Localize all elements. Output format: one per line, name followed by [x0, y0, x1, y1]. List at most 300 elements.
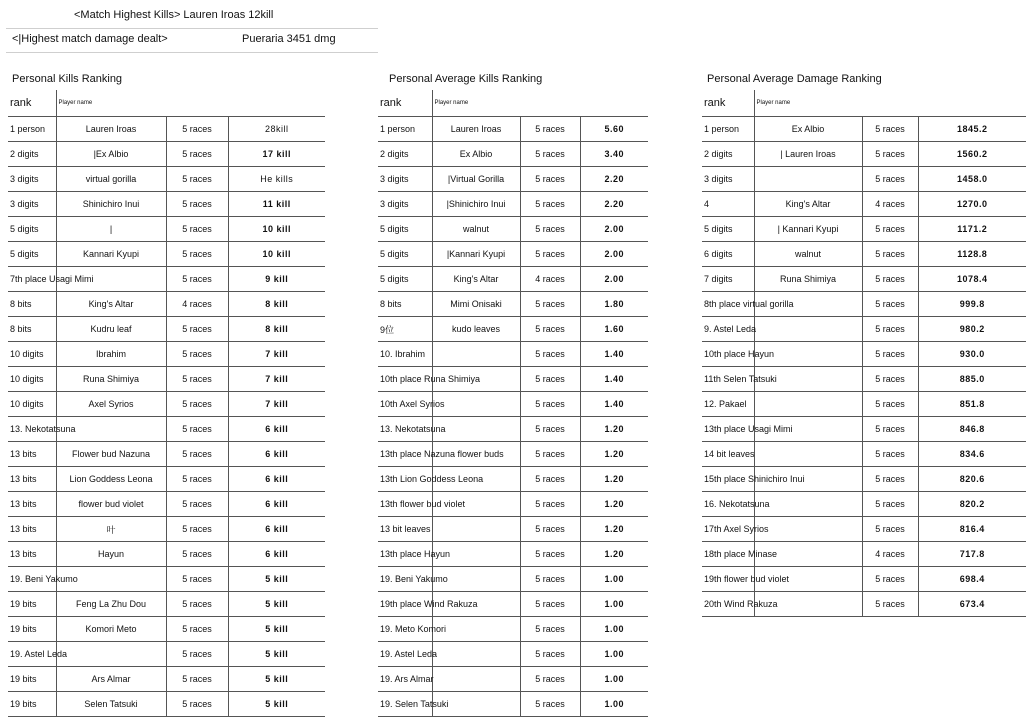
avg-kills-ranking-title: Personal Average Kills Ranking: [389, 73, 543, 85]
player-name-cell: [754, 167, 862, 192]
value-cell: 10 kill: [228, 242, 325, 267]
value-cell: 5 kill: [228, 617, 325, 642]
rank-cell: 19. Beni Yakumo: [8, 567, 56, 592]
player-name-cell: Lion Goddess Leona: [56, 467, 166, 492]
table-row: [378, 692, 648, 717]
races-cell: 5 races: [520, 217, 580, 242]
table-row: [702, 542, 1026, 567]
value-cell: 1.00: [580, 567, 648, 592]
table-row: [378, 217, 648, 242]
player-name-cell: walnut: [432, 217, 520, 242]
races-cell: 5 races: [520, 617, 580, 642]
table-row: [702, 392, 1026, 417]
rank-cell: 3 digits: [378, 192, 432, 217]
table-header-row: [378, 90, 648, 117]
player-name-cell: [432, 517, 520, 542]
player-name-cell: Runa Shimiya: [56, 367, 166, 392]
match-highest-kills-row: [6, 4, 378, 29]
races-cell: 5 races: [520, 642, 580, 667]
value-cell: 8 kill: [228, 292, 325, 317]
value-cell: 1.00: [580, 667, 648, 692]
table-row: [378, 367, 648, 392]
races-cell: 5 races: [520, 517, 580, 542]
value-cell: 1.20: [580, 517, 648, 542]
value-cell: 1078.4: [918, 267, 1026, 292]
value-cell: 1458.0: [918, 167, 1026, 192]
rank-cell: 14 bit leaves: [702, 442, 754, 467]
table-row: [378, 242, 648, 267]
table-row: [378, 142, 648, 167]
avg-damage-ranking-table: [702, 90, 1026, 617]
races-cell: 5 races: [520, 392, 580, 417]
rank-cell: 3 digits: [702, 167, 754, 192]
player-name-cell: Axel Syrios: [56, 392, 166, 417]
rank-cell: 19 bits: [8, 692, 56, 717]
value-cell: 2.20: [580, 192, 648, 217]
value-cell: 816.4: [918, 517, 1026, 542]
value-cell: 1.00: [580, 617, 648, 642]
value-cell: 5 kill: [228, 667, 325, 692]
value-cell: 7 kill: [228, 392, 325, 417]
rank-cell: 19 bits: [8, 592, 56, 617]
value-cell: 1.00: [580, 692, 648, 717]
races-cell: 5 races: [520, 592, 580, 617]
player-name-cell: virtual gorilla: [56, 167, 166, 192]
races-cell: 5 races: [862, 342, 918, 367]
value-cell: 8 kill: [228, 317, 325, 342]
races-cell: 5 races: [862, 267, 918, 292]
races-cell: 5 races: [166, 592, 228, 617]
table-row: [8, 342, 325, 367]
rank-cell: 13 bits: [8, 517, 56, 542]
value-cell: 10 kill: [228, 217, 325, 242]
races-cell: 5 races: [520, 342, 580, 367]
player-name-cell: Hayun: [56, 542, 166, 567]
races-cell: 5 races: [166, 142, 228, 167]
table-row: [8, 592, 325, 617]
value-cell: 6 kill: [228, 517, 325, 542]
player-name-cell: Komori Meto: [56, 617, 166, 642]
rank-cell: 15th place Shinichiro Inui: [702, 467, 754, 492]
table-row: [8, 617, 325, 642]
rank-cell: 19. Selen Tatsuki: [378, 692, 432, 717]
races-cell: 5 races: [862, 117, 918, 142]
rank-cell: 8 bits: [378, 292, 432, 317]
value-cell: 1.20: [580, 417, 648, 442]
rank-cell: 1 person: [378, 117, 432, 142]
table-row: [702, 117, 1026, 142]
rank-cell: 9位: [378, 317, 432, 342]
table-row: [378, 592, 648, 617]
rank-cell: 10 digits: [8, 367, 56, 392]
rank-cell: 19 bits: [8, 617, 56, 642]
player-name-cell: [754, 392, 862, 417]
rank-header: rank: [378, 90, 432, 117]
value-cell: 1128.8: [918, 242, 1026, 267]
races-cell: 5 races: [862, 217, 918, 242]
value-cell: 5.60: [580, 117, 648, 142]
rank-cell: 8 bits: [8, 292, 56, 317]
rank-cell: 2 digits: [8, 142, 56, 167]
rank-cell: 19. Astel Leda: [378, 642, 432, 667]
table-row: [8, 192, 325, 217]
races-cell: 5 races: [520, 417, 580, 442]
player-name-header: Player name: [432, 90, 648, 117]
table-row: [8, 117, 325, 142]
value-cell: 999.8: [918, 292, 1026, 317]
rank-cell: 13th place Hayun: [378, 542, 432, 567]
races-cell: 5 races: [862, 367, 918, 392]
value-cell: 1.40: [580, 342, 648, 367]
rank-cell: 13. Nekotatsuna: [8, 417, 56, 442]
races-cell: 5 races: [520, 142, 580, 167]
rank-cell: 19th flower bud violet: [702, 567, 754, 592]
value-cell: 885.0: [918, 367, 1026, 392]
races-cell: 5 races: [166, 317, 228, 342]
races-cell: 5 races: [520, 467, 580, 492]
value-cell: He kills: [228, 167, 325, 192]
value-cell: 6 kill: [228, 417, 325, 442]
rank-cell: 6 digits: [702, 242, 754, 267]
rank-cell: 13 bit leaves: [378, 517, 432, 542]
value-cell: 2.00: [580, 217, 648, 242]
rank-cell: 13th place Nazuna flower buds: [378, 442, 432, 467]
avg-kills-ranking-table: [378, 90, 648, 717]
table-row: [702, 467, 1026, 492]
races-cell: 5 races: [520, 167, 580, 192]
value-cell: 1845.2: [918, 117, 1026, 142]
races-cell: 5 races: [166, 392, 228, 417]
player-name-cell: | Kannari Kyupi: [754, 217, 862, 242]
races-cell: 5 races: [166, 167, 228, 192]
rank-cell: 19 bits: [8, 667, 56, 692]
value-cell: 1270.0: [918, 192, 1026, 217]
races-cell: 4 races: [520, 267, 580, 292]
races-cell: 5 races: [520, 367, 580, 392]
races-cell: 5 races: [862, 417, 918, 442]
table-header-row: [702, 90, 1026, 117]
player-name-cell: [754, 517, 862, 542]
rank-cell: 7th place Usagi Mimi: [8, 267, 56, 292]
races-cell: 4 races: [862, 192, 918, 217]
races-cell: 5 races: [166, 367, 228, 392]
value-cell: 980.2: [918, 317, 1026, 342]
value-cell: 820.2: [918, 492, 1026, 517]
table-row: [8, 317, 325, 342]
rank-cell: 8 bits: [8, 317, 56, 342]
races-cell: 5 races: [520, 692, 580, 717]
races-cell: 5 races: [166, 217, 228, 242]
player-name-cell: King's Altar: [432, 267, 520, 292]
table-row: [8, 142, 325, 167]
table-row: [378, 617, 648, 642]
table-row: [8, 417, 325, 442]
rank-cell: 13th place Usagi Mimi: [702, 417, 754, 442]
rank-cell: 13th Lion Goddess Leona: [378, 467, 432, 492]
races-cell: 4 races: [862, 542, 918, 567]
value-cell: 698.4: [918, 567, 1026, 592]
player-name-cell: kudo leaves: [432, 317, 520, 342]
races-cell: 5 races: [862, 517, 918, 542]
player-name-cell: [432, 392, 520, 417]
player-name-cell: [754, 317, 862, 342]
rank-cell: 7 digits: [702, 267, 754, 292]
match-highest-kills-text: <Match Highest Kills> Lauren Iroas 12kill: [74, 9, 274, 21]
rank-cell: 13th flower bud violet: [378, 492, 432, 517]
races-cell: 5 races: [166, 617, 228, 642]
races-cell: 5 races: [862, 567, 918, 592]
table-row: [8, 542, 325, 567]
rank-cell: 5 digits: [8, 217, 56, 242]
rank-cell: 17th Axel Syrios: [702, 517, 754, 542]
value-cell: 930.0: [918, 342, 1026, 367]
player-name-cell: Kannari Kyupi: [56, 242, 166, 267]
value-cell: 846.8: [918, 417, 1026, 442]
races-cell: 5 races: [520, 292, 580, 317]
rank-cell: 9. Astel Leda: [702, 317, 754, 342]
value-cell: 1.40: [580, 367, 648, 392]
table-row: [378, 117, 648, 142]
table-row: [378, 492, 648, 517]
value-cell: 717.8: [918, 542, 1026, 567]
races-cell: 5 races: [862, 592, 918, 617]
table-row: [378, 167, 648, 192]
value-cell: 9 kill: [228, 267, 325, 292]
kills-ranking-table: [8, 90, 325, 717]
value-cell: 5 kill: [228, 642, 325, 667]
player-name-cell: Lauren Iroas: [56, 117, 166, 142]
rank-cell: 19th place Wind Rakuza: [378, 592, 432, 617]
table-row: [378, 192, 648, 217]
rank-cell: 4: [702, 192, 754, 217]
table-row: [8, 692, 325, 717]
rank-cell: 10th place Hayun: [702, 342, 754, 367]
races-cell: 4 races: [166, 292, 228, 317]
races-cell: 5 races: [166, 667, 228, 692]
table-row: [702, 417, 1026, 442]
rank-cell: 8th place virtual gorilla: [702, 292, 754, 317]
races-cell: 5 races: [166, 417, 228, 442]
player-name-cell: walnut: [754, 242, 862, 267]
races-cell: 5 races: [862, 142, 918, 167]
player-name-cell: Mimi Onisaki: [432, 292, 520, 317]
table-row: [378, 317, 648, 342]
table-row: [702, 242, 1026, 267]
rank-cell: 1 person: [702, 117, 754, 142]
races-cell: 5 races: [166, 642, 228, 667]
table-row: [378, 542, 648, 567]
value-cell: 7 kill: [228, 342, 325, 367]
player-name-cell: King's Altar: [56, 292, 166, 317]
rank-cell: 13 bits: [8, 467, 56, 492]
value-cell: 17 kill: [228, 142, 325, 167]
rank-cell: 5 digits: [702, 217, 754, 242]
rank-cell: 19. Ars Almar: [378, 667, 432, 692]
rank-cell: 5 digits: [378, 242, 432, 267]
rank-cell: 3 digits: [8, 167, 56, 192]
player-name-header: Player name: [754, 90, 1026, 117]
races-cell: 5 races: [862, 492, 918, 517]
races-cell: 5 races: [520, 492, 580, 517]
player-name-cell: |Kannari Kyupi: [432, 242, 520, 267]
value-cell: 1.20: [580, 467, 648, 492]
value-cell: 1.20: [580, 442, 648, 467]
rank-cell: 19. Meto Komori: [378, 617, 432, 642]
table-row: [378, 392, 648, 417]
value-cell: 1.20: [580, 492, 648, 517]
table-row: [8, 242, 325, 267]
table-row: [8, 267, 325, 292]
rank-cell: 18th place Minase: [702, 542, 754, 567]
table-row: [702, 517, 1026, 542]
races-cell: 5 races: [862, 317, 918, 342]
value-cell: 673.4: [918, 592, 1026, 617]
value-cell: 1.00: [580, 592, 648, 617]
table-row: [702, 592, 1026, 617]
table-row: [702, 267, 1026, 292]
highest-damage-row: [6, 28, 378, 53]
value-cell: 6 kill: [228, 467, 325, 492]
rank-cell: 20th Wind Rakuza: [702, 592, 754, 617]
races-cell: 5 races: [520, 542, 580, 567]
table-row: [8, 292, 325, 317]
value-cell: 1.20: [580, 542, 648, 567]
rank-cell: 1 person: [8, 117, 56, 142]
value-cell: 1171.2: [918, 217, 1026, 242]
table-row: [378, 517, 648, 542]
value-cell: 834.6: [918, 442, 1026, 467]
races-cell: 5 races: [862, 242, 918, 267]
player-name-header: Player name: [56, 90, 325, 117]
rank-cell: 12. Pakael: [702, 392, 754, 417]
rank-cell: 3 digits: [8, 192, 56, 217]
table-row: [702, 192, 1026, 217]
player-name-cell: Ex Albio: [432, 142, 520, 167]
player-name-cell: Feng La Zhu Dou: [56, 592, 166, 617]
races-cell: 5 races: [166, 492, 228, 517]
value-cell: 1.40: [580, 392, 648, 417]
value-cell: 820.6: [918, 467, 1026, 492]
rank-cell: 2 digits: [702, 142, 754, 167]
races-cell: 5 races: [520, 117, 580, 142]
table-row: [702, 317, 1026, 342]
rank-cell: 10. Ibrahim: [378, 342, 432, 367]
table-row: [8, 517, 325, 542]
player-name-cell: [56, 642, 166, 667]
player-name-cell: |Ex Albio: [56, 142, 166, 167]
value-cell: 7 kill: [228, 367, 325, 392]
player-name-cell: | Lauren Iroas: [754, 142, 862, 167]
table-row: [702, 342, 1026, 367]
player-name-cell: [432, 667, 520, 692]
table-row: [378, 442, 648, 467]
table-row: [378, 567, 648, 592]
player-name-cell: flower bud violet: [56, 492, 166, 517]
races-cell: 5 races: [166, 542, 228, 567]
races-cell: 5 races: [862, 292, 918, 317]
table-row: [8, 667, 325, 692]
rank-cell: 16. Nekotatsuna: [702, 492, 754, 517]
highest-damage-label: <|Highest match damage dealt>: [12, 33, 168, 45]
table-row: [378, 292, 648, 317]
player-name-cell: |Virtual Gorilla: [432, 167, 520, 192]
rank-cell: 2 digits: [378, 142, 432, 167]
rank-cell: 10 digits: [8, 342, 56, 367]
table-row: [8, 217, 325, 242]
rank-cell: 5 digits: [378, 267, 432, 292]
value-cell: 1.60: [580, 317, 648, 342]
rank-cell: 10th place Runa Shimiya: [378, 367, 432, 392]
table-row: [378, 417, 648, 442]
value-cell: 11 kill: [228, 192, 325, 217]
rank-cell: 10 digits: [8, 392, 56, 417]
player-name-cell: Ibrahim: [56, 342, 166, 367]
table-row: [378, 642, 648, 667]
rank-cell: 19. Astel Leda: [8, 642, 56, 667]
value-cell: 851.8: [918, 392, 1026, 417]
table-row: [8, 567, 325, 592]
player-name-cell: 叶: [56, 517, 166, 542]
kills-ranking-title: Personal Kills Ranking: [12, 73, 123, 85]
value-cell: 5 kill: [228, 692, 325, 717]
table-row: [702, 492, 1026, 517]
player-name-cell: Lauren Iroas: [432, 117, 520, 142]
player-name-cell: [432, 642, 520, 667]
races-cell: 5 races: [166, 117, 228, 142]
value-cell: 6 kill: [228, 492, 325, 517]
races-cell: 5 races: [862, 467, 918, 492]
value-cell: 5 kill: [228, 567, 325, 592]
races-cell: 5 races: [166, 267, 228, 292]
races-cell: 5 races: [520, 192, 580, 217]
races-cell: 5 races: [166, 567, 228, 592]
value-cell: 1.00: [580, 642, 648, 667]
rank-cell: 13 bits: [8, 492, 56, 517]
races-cell: 5 races: [166, 442, 228, 467]
rank-cell: 10th Axel Syrios: [378, 392, 432, 417]
table-row: [8, 492, 325, 517]
highest-damage-value: Pueraria 3451 dmg: [242, 33, 336, 45]
table-row: [702, 292, 1026, 317]
value-cell: 1560.2: [918, 142, 1026, 167]
player-name-cell: |: [56, 217, 166, 242]
value-cell: 6 kill: [228, 542, 325, 567]
rank-cell: 13 bits: [8, 542, 56, 567]
player-name-cell: King's Altar: [754, 192, 862, 217]
races-cell: 5 races: [520, 667, 580, 692]
rank-cell: 3 digits: [378, 167, 432, 192]
player-name-cell: Ex Albio: [754, 117, 862, 142]
value-cell: 2.00: [580, 242, 648, 267]
rank-cell: 11th Selen Tatsuki: [702, 367, 754, 392]
value-cell: 6 kill: [228, 442, 325, 467]
player-name-cell: |Shinichiro Inui: [432, 192, 520, 217]
rank-cell: 5 digits: [378, 217, 432, 242]
table-row: [8, 467, 325, 492]
races-cell: 5 races: [862, 167, 918, 192]
table-row: [378, 467, 648, 492]
table-row: [702, 217, 1026, 242]
value-cell: 5 kill: [228, 592, 325, 617]
rank-header: rank: [702, 90, 754, 117]
player-name-cell: [754, 492, 862, 517]
races-cell: 5 races: [166, 242, 228, 267]
player-name-cell: Ars Almar: [56, 667, 166, 692]
rank-cell: 13 bits: [8, 442, 56, 467]
rank-cell: 19. Beni Yakumo: [378, 567, 432, 592]
table-row: [702, 367, 1026, 392]
races-cell: 5 races: [166, 692, 228, 717]
